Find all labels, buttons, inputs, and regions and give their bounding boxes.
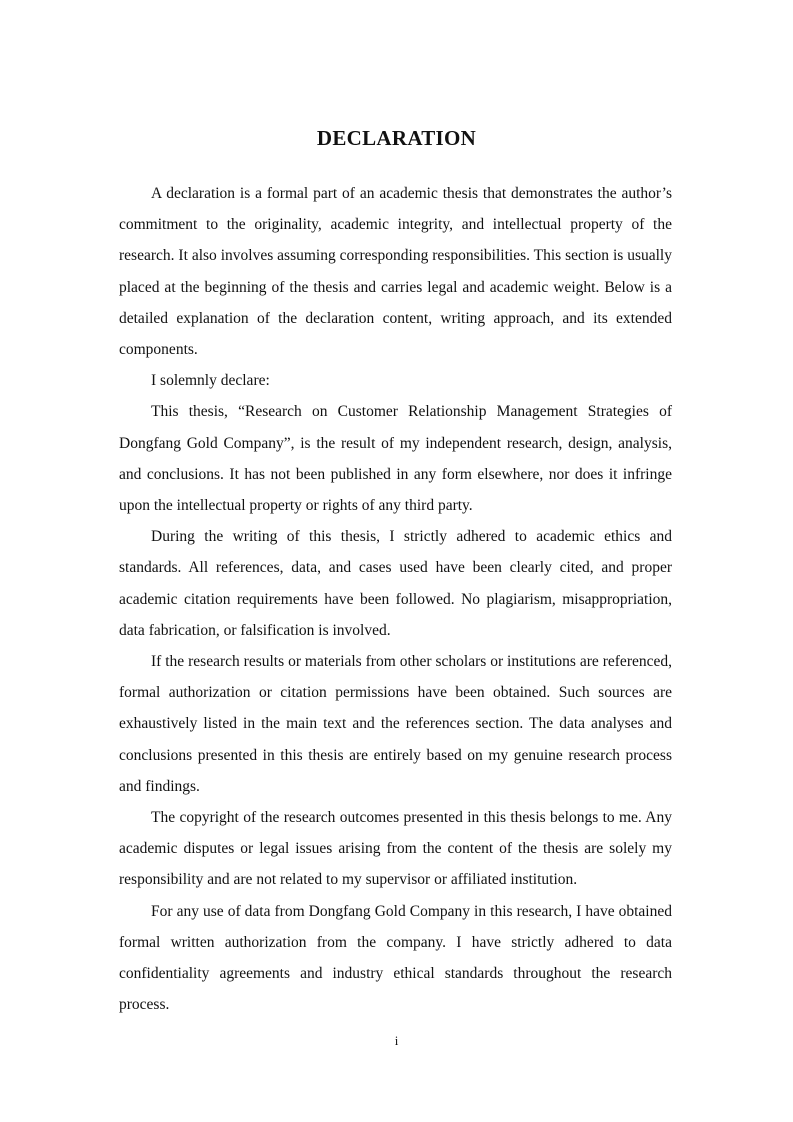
paragraph-citation-permissions: If the research results or materials from other scholars or institutions are referenced, formal authorization or citation permissions have been obtained. Such sources are exhaustively listed in the main text and the references section. The data analyses and conclusions presented in this thesis are entirely based on my genuine research process and findings.	[119, 653, 672, 795]
page-title: DECLARATION	[316, 126, 477, 150]
page-number: i	[394, 1033, 399, 1048]
paragraph-copyright: The copyright of the research outcomes presented in this thesis belongs to me. Any academic disputes or legal issues arising from the content of the thesis are solely my responsibility and are not related to my supervisor or affiliated institution.	[119, 809, 672, 889]
paragraph-academic-ethics: During the writing of this thesis, I strictly adhered to academic ethics and standards. All references, data, and cases used have been clearly cited, and proper academic citation requirements have been followed. No plagiarism, misappropriation, data fabrication, or falsification is involved.	[119, 528, 672, 639]
paragraph-thesis-originality: This thesis, “Research on Customer Relationship Management Strategies of Dongfang Gold Company”, is the result of my independent research, design, analysis, and conclusions. It has not been published in any form elsewhere, nor does it infringe upon the intellectual property or rights of any third party.	[119, 403, 672, 515]
declaration-body	[119, 178, 672, 1020]
paragraph-data-authorization: For any use of data from Dongfang Gold Company in this research, I have obtained formal written authorization from the company. I have strictly adhered to data confidentiality agreements and industry ethical standards throughout the research process.	[119, 902, 672, 1014]
paragraph-intro: A declaration is a formal part of an academic thesis that demonstrates the author’s commitment to the originality, academic integrity, and intellectual property of the research. It also involves assuming corresponding responsibilities. This section is usually placed at the beginning of the thesis and carries legal and academic weight. Below is a detailed explanation of the declaration content, writing approach, and its extended components.	[119, 185, 672, 359]
paragraph-solemn-declaration: I solemnly declare:	[151, 372, 270, 390]
